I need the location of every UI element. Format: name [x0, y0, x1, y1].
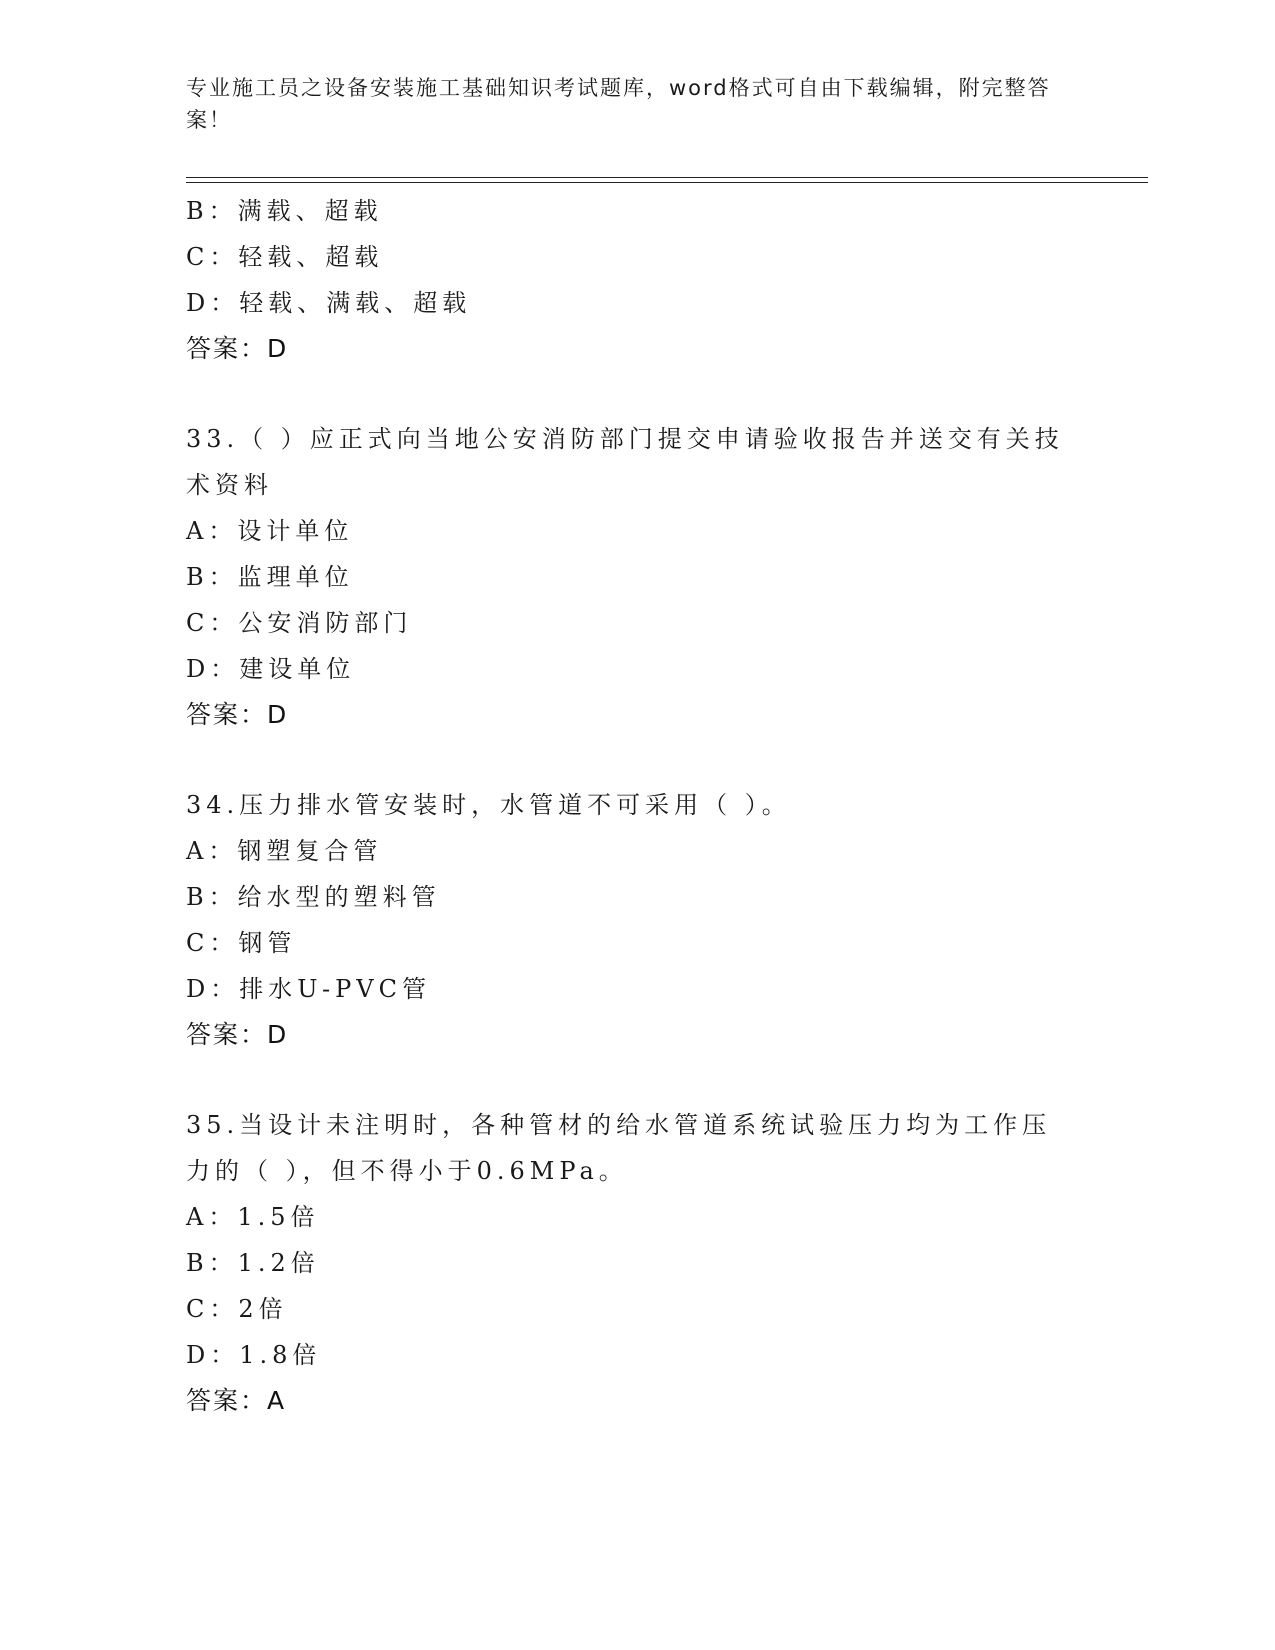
question-stem: 33.（ ）应正式向当地公安消防部门提交申请验收报告并送交有关技术资料	[186, 425, 1064, 499]
option-letter: D：	[186, 975, 240, 1003]
option-text: 给水型的塑料管	[237, 883, 441, 911]
option-text: 设计单位	[237, 517, 354, 545]
question-stem: 34.压力排水管安装时，水管道不可采用（ ）。	[186, 791, 791, 819]
option-letter: B：	[186, 563, 238, 591]
option-c	[186, 920, 1086, 966]
document-header: 专业施工员之设备安装施工基础知识考试题库，word格式可自由下载编辑，附完整答案！	[186, 76, 1051, 132]
option-letter: B：	[186, 1249, 238, 1277]
option-c	[186, 600, 1086, 646]
option-letter: D：	[186, 655, 240, 683]
option-text: 监理单位	[237, 563, 354, 591]
option-b	[186, 188, 1086, 234]
option-text: 1.2倍	[237, 1249, 320, 1277]
option-d	[186, 966, 1086, 1012]
question-list	[186, 188, 1086, 1424]
option-text: 1.8倍	[239, 1341, 322, 1369]
option-d	[186, 646, 1086, 692]
answer-line: 答案：D	[186, 700, 289, 729]
option-c	[186, 234, 1086, 280]
option-letter: C：	[186, 929, 239, 957]
option-d	[186, 280, 1086, 326]
option-letter: B：	[186, 197, 238, 225]
option-text: 轻载、满载、超载	[239, 289, 472, 317]
option-text: 钢管	[238, 929, 297, 957]
option-text: 2倍	[238, 1295, 288, 1323]
question-stem: 35.当设计未注明时，各种管材的给水管道系统试验压力均为工作压力的（ ），但不得小于0.6MPa。	[186, 1111, 1052, 1185]
option-letter: A：	[186, 1203, 238, 1231]
question-block	[186, 1102, 1086, 1424]
option-text: 轻载、超载	[238, 243, 384, 271]
question-block	[186, 416, 1086, 738]
option-c	[186, 1286, 1086, 1332]
option-text: 满载、超载	[237, 197, 383, 225]
option-letter: A：	[186, 517, 238, 545]
option-b	[186, 874, 1086, 920]
answer-line: 答案：D	[186, 334, 289, 363]
question-block	[186, 188, 1086, 372]
question-block	[186, 782, 1086, 1058]
option-a	[186, 828, 1086, 874]
answer-line: 答案：A	[186, 1386, 287, 1415]
option-a	[186, 1194, 1086, 1240]
option-letter: D：	[186, 1341, 240, 1369]
option-letter: C：	[186, 1295, 239, 1323]
option-text: 建设单位	[239, 655, 356, 683]
option-text: 钢塑复合管	[237, 837, 383, 865]
option-text: 1.5倍	[237, 1203, 320, 1231]
option-letter: D：	[186, 289, 240, 317]
option-d	[186, 1332, 1086, 1378]
option-text: 公安消防部门	[238, 609, 413, 637]
option-text: 排水U-PVC管	[239, 975, 432, 1003]
option-letter: B：	[186, 883, 238, 911]
option-letter: A：	[186, 837, 238, 865]
answer-line: 答案：D	[186, 1020, 289, 1049]
header-rule-top	[186, 177, 1148, 178]
option-a	[186, 508, 1086, 554]
option-letter: C：	[186, 609, 239, 637]
option-b	[186, 554, 1086, 600]
option-b	[186, 1240, 1086, 1286]
option-letter: C：	[186, 243, 239, 271]
header-rule-bottom	[186, 182, 1148, 183]
